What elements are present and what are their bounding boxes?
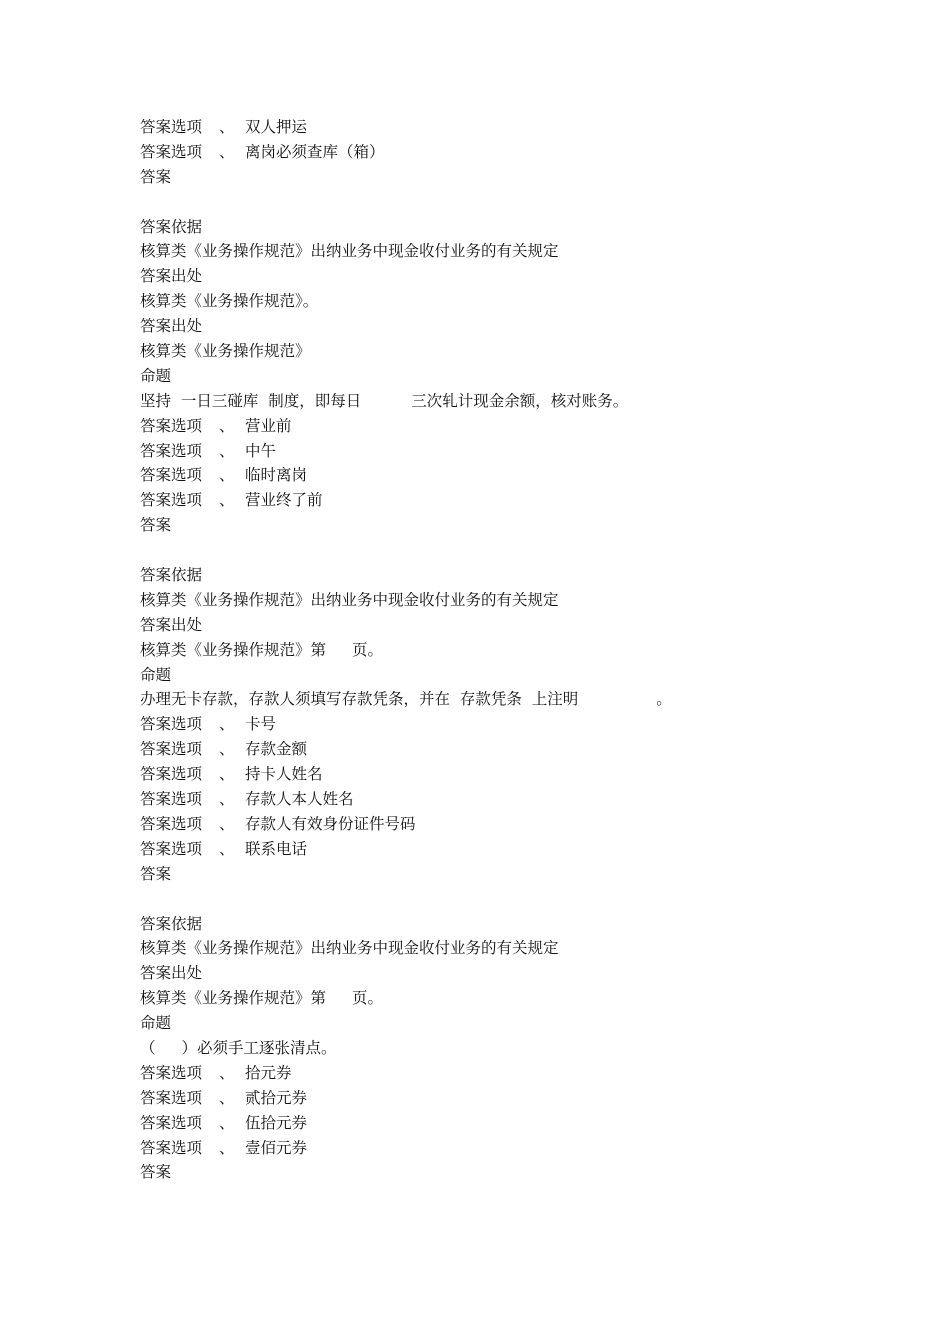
answer-option-line	[140, 1086, 840, 1111]
answer-option-line	[140, 439, 840, 464]
answer-option-line	[140, 463, 840, 488]
option-separator: 、	[219, 142, 235, 161]
answer-option-line	[140, 1111, 840, 1136]
option-text: 存款人有效身份证件号码	[245, 814, 416, 833]
option-label: 答案选项	[140, 1088, 203, 1107]
option-separator: 、	[219, 1113, 235, 1132]
option-text: 存款金额	[245, 740, 308, 759]
option-text: 营业终了前	[245, 491, 323, 510]
text-line: 答案依据	[140, 566, 203, 585]
option-text: 拾元券	[245, 1063, 292, 1082]
text-line: 核算类《业务操作规范》出纳业务中现金收付业务的有关规定	[140, 590, 559, 609]
option-text: 贰拾元券	[245, 1088, 308, 1107]
fill-in-line	[140, 1036, 840, 1061]
text-line: 答案	[140, 864, 172, 883]
option-separator: 、	[219, 790, 235, 809]
option-text: 中午	[245, 441, 277, 460]
option-label: 答案选项	[140, 491, 203, 510]
option-text: 联系电话	[245, 839, 308, 858]
answer-option-line	[140, 737, 840, 762]
answer-option-line	[140, 712, 840, 737]
blank-line	[140, 538, 840, 563]
option-label: 答案选项	[140, 142, 203, 161]
option-separator: 、	[219, 441, 235, 460]
fill-in-line	[140, 986, 840, 1011]
option-label: 答案选项	[140, 416, 203, 435]
option-separator: 、	[219, 466, 235, 485]
text-line: 命题	[140, 1014, 172, 1033]
text-line: 答案出处	[140, 964, 203, 983]
option-label: 答案选项	[140, 814, 203, 833]
text-line: 答案出处	[140, 267, 203, 286]
line-text-before-blank: 核算类《业务操作规范》第	[140, 640, 327, 659]
text-line: 答案	[140, 1163, 172, 1182]
option-separator: 、	[219, 740, 235, 759]
text-line: 答案依据	[140, 914, 203, 933]
line-text-before-blank: 办理无卡存款，存款人须填写存款凭条，并在 存款凭条 上注明	[140, 690, 579, 709]
option-text: 双人押运	[245, 118, 308, 136]
option-label: 答案选项	[140, 466, 203, 485]
document-page	[140, 115, 840, 1185]
option-label: 答案选项	[140, 839, 203, 858]
fill-in-line	[140, 687, 840, 712]
text-line: 命题	[140, 366, 172, 385]
option-label: 答案选项	[140, 765, 203, 784]
answer-option-line	[140, 488, 840, 513]
text-line: 答案	[140, 167, 172, 186]
text-line: 答案出处	[140, 615, 203, 634]
line-text-before-blank: 核算类《业务操作规范》第	[140, 989, 327, 1008]
option-label: 答案选项	[140, 1063, 203, 1082]
option-separator: 、	[219, 1063, 235, 1082]
option-label: 答案选项	[140, 118, 203, 136]
option-text: 卡号	[245, 715, 277, 734]
answer-option-line	[140, 1136, 840, 1161]
option-separator: 、	[219, 118, 235, 136]
option-separator: 、	[219, 416, 235, 435]
option-separator: 、	[219, 1138, 235, 1157]
option-text: 持卡人姓名	[245, 765, 323, 784]
text-line: 核算类《业务操作规范》出纳业务中现金收付业务的有关规定	[140, 939, 559, 958]
option-label: 答案选项	[140, 715, 203, 734]
line-text-after-blank: 三次轧计现金余额，核对账务。	[411, 391, 629, 410]
text-line: 核算类《业务操作规范》。	[140, 292, 319, 311]
answer-option-line	[140, 837, 840, 862]
option-text: 伍拾元券	[245, 1113, 308, 1132]
fill-in-line	[140, 389, 840, 414]
line-text-after-blank: 页。	[352, 989, 384, 1008]
text-line: 答案依据	[140, 217, 203, 236]
option-label: 答案选项	[140, 740, 203, 759]
answer-option-line	[140, 762, 840, 787]
text-line: 答案出处	[140, 317, 203, 336]
text-line: 核算类《业务操作规范》	[140, 342, 311, 361]
line-text-after-blank: 页。	[352, 640, 384, 659]
option-separator: 、	[219, 814, 235, 833]
option-label: 答案选项	[140, 790, 203, 809]
option-separator: 、	[219, 715, 235, 734]
answer-option-line	[140, 140, 840, 165]
option-separator: 、	[219, 491, 235, 510]
blank-line	[140, 887, 840, 912]
option-separator: 、	[219, 839, 235, 858]
option-text: 离岗必须查库（箱）	[245, 142, 385, 161]
option-label: 答案选项	[140, 1113, 203, 1132]
option-text: 存款人本人姓名	[245, 790, 354, 809]
text-line: 命题	[140, 665, 172, 684]
answer-option-line	[140, 414, 840, 439]
option-text: 临时离岗	[245, 466, 308, 485]
option-separator: 、	[219, 765, 235, 784]
option-separator: 、	[219, 1088, 235, 1107]
answer-option-line	[140, 115, 840, 140]
fill-in-line	[140, 638, 840, 663]
line-text-after-blank: 。	[656, 690, 672, 709]
text-line: 答案	[140, 516, 172, 535]
option-label: 答案选项	[140, 1138, 203, 1157]
answer-option-line	[140, 787, 840, 812]
blank-line	[140, 190, 840, 215]
option-text: 壹佰元券	[245, 1138, 308, 1157]
answer-option-line	[140, 1061, 840, 1086]
line-text-before-blank: （	[140, 1038, 156, 1057]
option-label: 答案选项	[140, 441, 203, 460]
text-line: 核算类《业务操作规范》出纳业务中现金收付业务的有关规定	[140, 242, 559, 261]
answer-option-line	[140, 812, 840, 837]
option-text: 营业前	[245, 416, 292, 435]
line-text-before-blank: 坚持 一日三碰库 制度，即每日	[140, 391, 362, 410]
line-text-after-blank: ）必须手工逐张清点。	[181, 1038, 337, 1057]
